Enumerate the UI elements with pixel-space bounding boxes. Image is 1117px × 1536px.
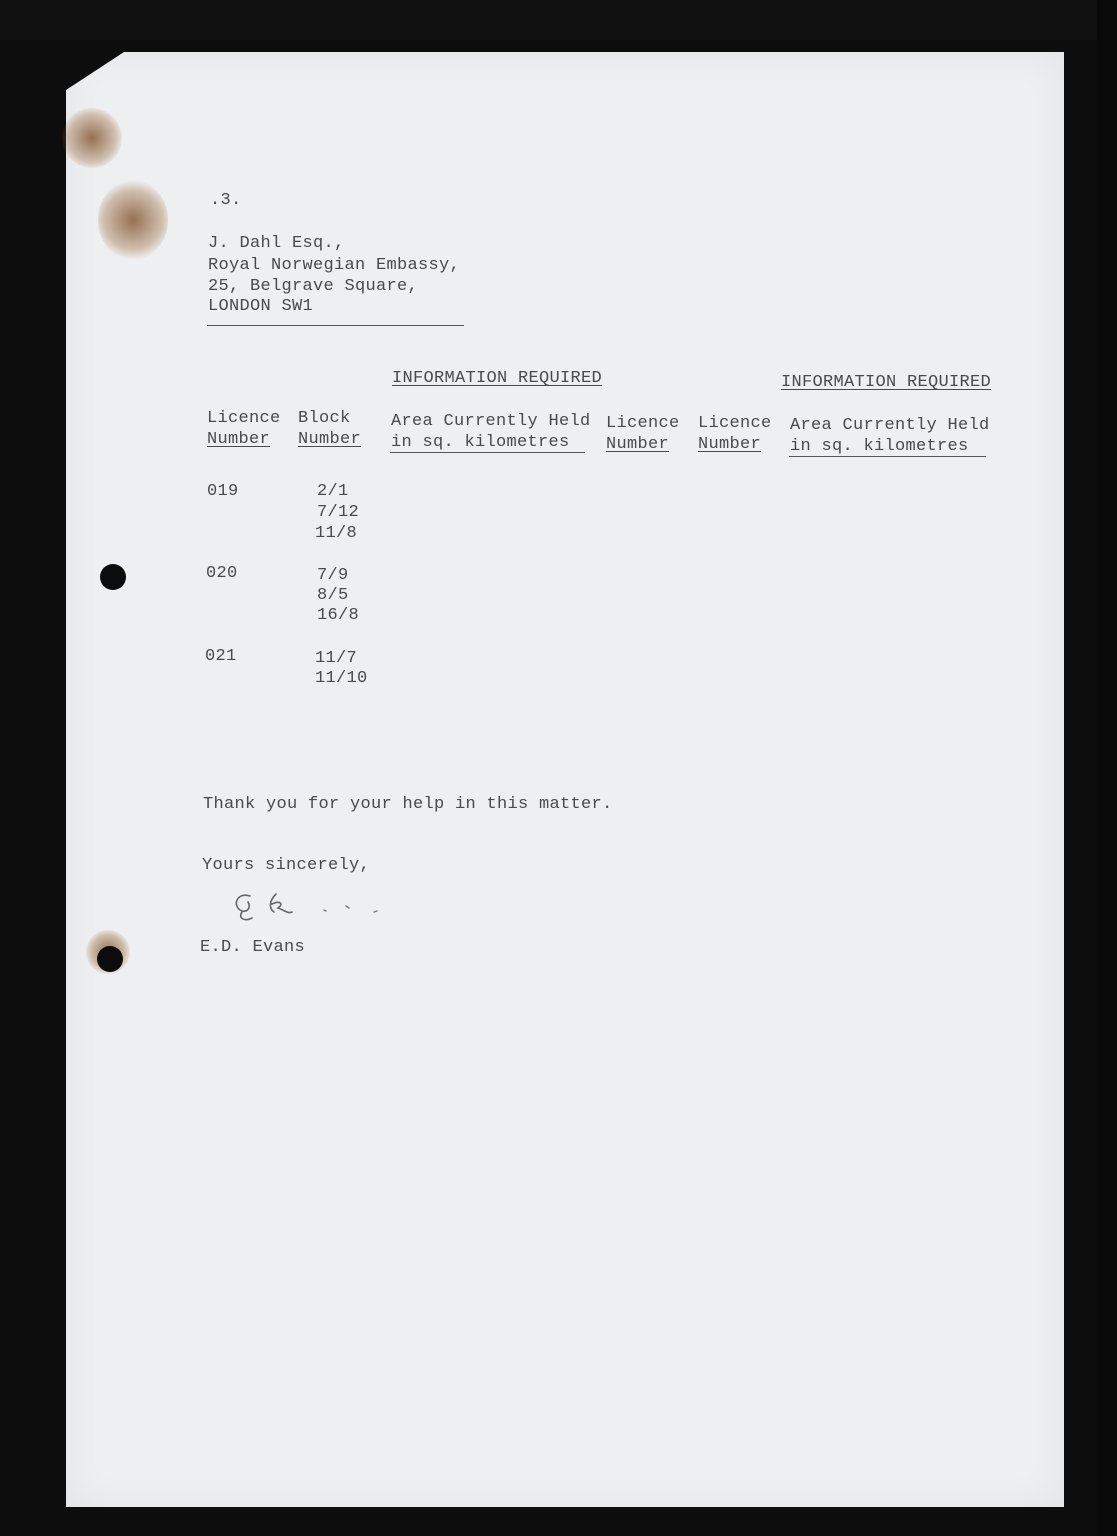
signer-name: E.D. Evans (200, 938, 306, 957)
licence-number: 021 (205, 647, 237, 666)
column-header: Licence (606, 414, 680, 433)
address-rule (207, 325, 464, 326)
block-number: 11/7 (315, 649, 358, 668)
address-line: 25, Belgrave Square, (208, 277, 419, 296)
column-header: Area Currently Held (391, 412, 591, 431)
block-number: 2/1 (317, 482, 349, 501)
column-header: Number (698, 435, 762, 454)
block-number: 8/5 (317, 586, 349, 605)
thanks-line: Thank you for your help in this matter. (203, 795, 613, 814)
column-header: in sq. kilometres (391, 433, 570, 452)
handwritten-signature (228, 886, 398, 932)
rust-stain (98, 180, 168, 260)
rust-stain (62, 108, 122, 168)
column-header: Number (207, 430, 271, 449)
column-header: Block (298, 409, 351, 428)
block-number: 7/12 (317, 503, 360, 522)
address-line: Royal Norwegian Embassy, (208, 256, 461, 275)
punch-hole (97, 946, 123, 972)
address-line: J. Dahl Esq., (208, 234, 345, 253)
licence-number: 020 (206, 564, 238, 583)
info-required-heading: INFORMATION REQUIRED (392, 369, 603, 388)
column-header: Area Currently Held (790, 416, 990, 435)
punch-hole (100, 564, 126, 590)
column-header: Licence (207, 409, 281, 428)
column-header: Licence (698, 414, 772, 433)
column-header: Number (298, 430, 362, 449)
page-number: .3. (210, 191, 242, 210)
block-number: 11/10 (315, 669, 368, 688)
column-header: Number (606, 435, 670, 454)
column-header: in sq. kilometres (790, 437, 969, 456)
block-number: 11/8 (315, 524, 358, 543)
salutation: Yours sincerely, (202, 856, 371, 875)
address-line: LONDON SW1 (208, 297, 314, 316)
column-underline (789, 456, 986, 457)
block-number: 7/9 (317, 566, 349, 585)
licence-number: 019 (207, 482, 239, 501)
info-required-heading: INFORMATION REQUIRED (781, 373, 992, 392)
block-number: 16/8 (317, 606, 360, 625)
column-underline (390, 452, 585, 453)
